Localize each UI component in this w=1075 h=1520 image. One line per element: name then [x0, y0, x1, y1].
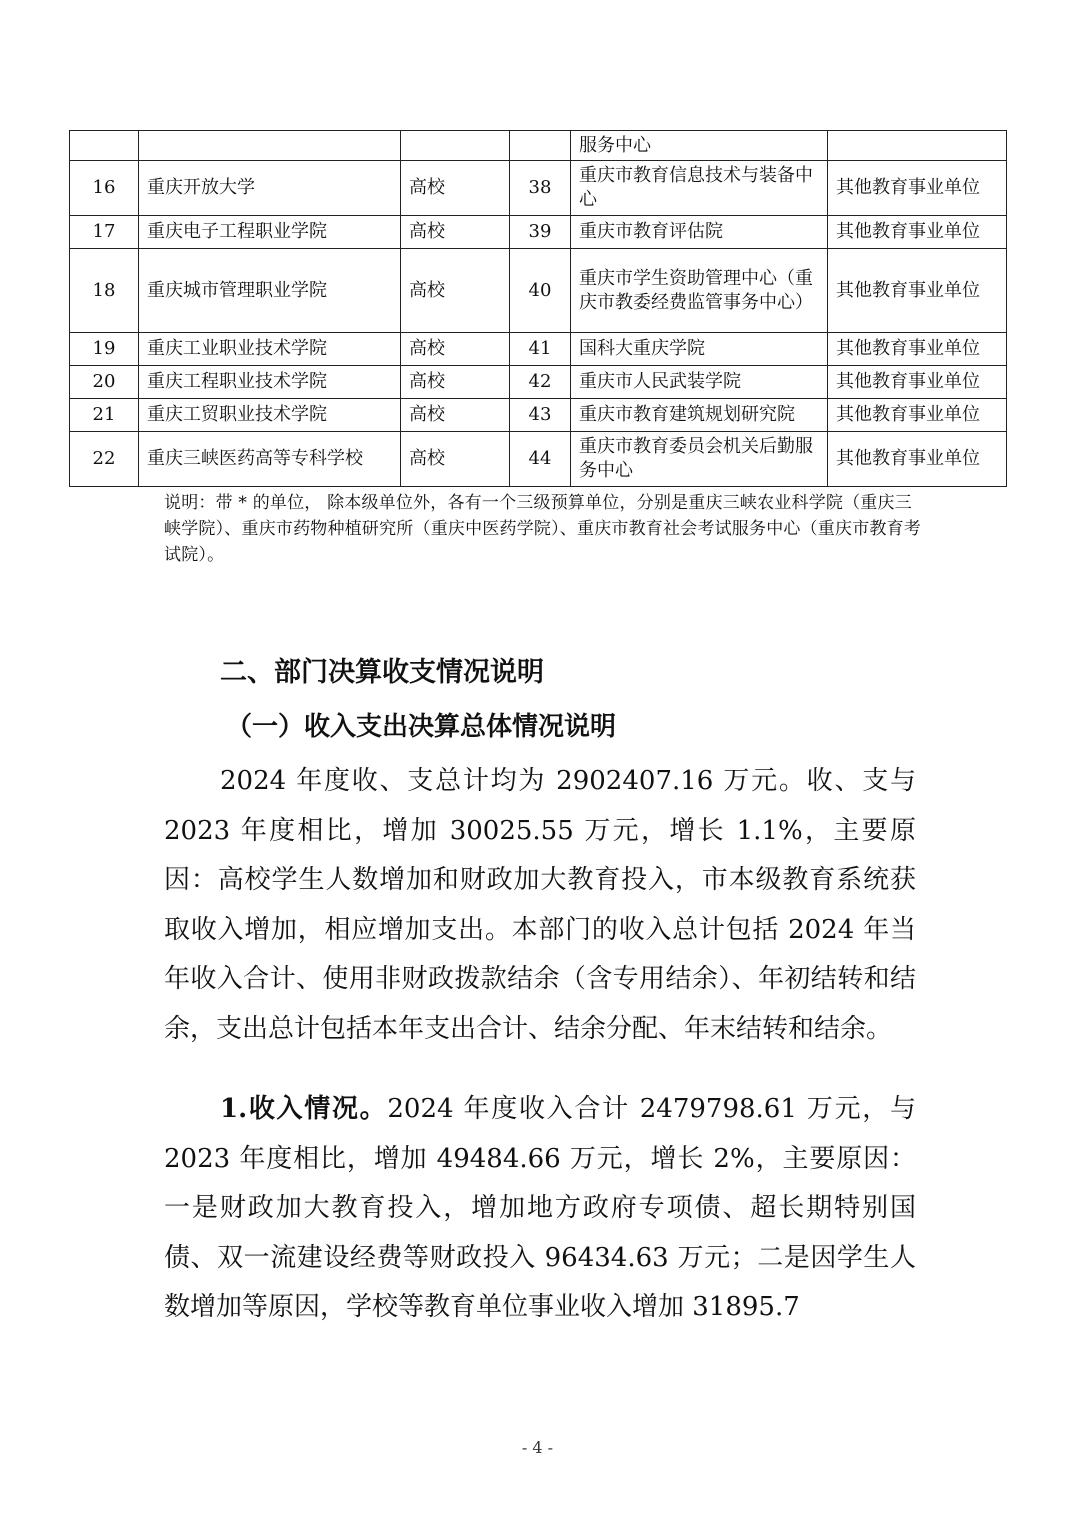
cell-number-left: 18 [70, 249, 139, 333]
cell-unit-name-left: 重庆城市管理职业学院 [139, 249, 401, 333]
cell-unit-name-right: 国科大重庆学院 [571, 333, 828, 366]
table-note: 说明：带 * 的单位， 除本级单位外，各有一个三级预算单位，分别是重庆三峡农业科学院（重庆三峡学院）、重庆市药物种植研究所（重庆中医药学院）、重庆市教育社会考试服务中心（重庆市教育考试院）。 [164, 493, 921, 565]
cell-unit-type-left: 高校 [401, 333, 510, 366]
cell-unit-name-left [139, 131, 401, 161]
cell-number-left: 19 [70, 333, 139, 366]
table-row [70, 131, 1007, 161]
cell-unit-type-right: 其他教育事业单位 [828, 333, 1007, 366]
table-row [70, 366, 1007, 399]
table-row [70, 432, 1007, 487]
cell-unit-type-left: 高校 [401, 399, 510, 432]
cell-unit-name-right: 重庆市学生资助管理中心（重庆市教委经费监管事务中心） [571, 249, 828, 333]
table-row [70, 161, 1007, 216]
cell-unit-name-right: 重庆市教育建筑规划研究院 [571, 399, 828, 432]
cell-unit-type-left: 高校 [401, 249, 510, 333]
table-row [70, 249, 1007, 333]
cell-unit-name-left: 重庆工程职业技术学院 [139, 366, 401, 399]
cell-unit-type-right: 其他教育事业单位 [828, 366, 1007, 399]
cell-number-left: 22 [70, 432, 139, 487]
paragraph-total-text: 2024 年度收、支总计均为 2902407.16 万元。收、支与 2023 年度相比，增加 30025.55 万元，增长 1.1%，主要原因：高校学生人数增加和财政加大教育投入，市本级教育系统获取收入增加，相应增加支出。本部门的收入总计包括 2024 年当年收入合计、使用非财政拨款结余（含专用结余）、年初结转和结余，支出总计包括本年支出合计、结余分配、年末结转和结余。 [164, 766, 916, 1044]
cell-unit-type-left: 高校 [401, 366, 510, 399]
cell-unit-name-left: 重庆三峡医药高等专科学校 [139, 432, 401, 487]
table-row [70, 216, 1007, 249]
cell-number-left: 20 [70, 366, 139, 399]
cell-number-right: 43 [510, 399, 571, 432]
cell-number-right [510, 131, 571, 161]
cell-unit-type-right: 其他教育事业单位 [828, 399, 1007, 432]
paragraph-total [164, 757, 916, 1054]
cell-unit-name-right: 服务中心 [571, 131, 828, 161]
page-number: - 4 - [521, 1438, 554, 1457]
cell-unit-type-left: 高校 [401, 161, 510, 216]
table-body [70, 131, 1007, 487]
units-table [69, 130, 1007, 487]
table-row [70, 399, 1007, 432]
cell-number-right: 41 [510, 333, 571, 366]
cell-number-left: 16 [70, 161, 139, 216]
cell-unit-name-right: 重庆市教育评估院 [571, 216, 828, 249]
cell-unit-name-right: 重庆市人民武装学院 [571, 366, 828, 399]
cell-number-right: 39 [510, 216, 571, 249]
cell-number-right: 40 [510, 249, 571, 333]
cell-number-left: 21 [70, 399, 139, 432]
cell-unit-type-left: 高校 [401, 432, 510, 487]
cell-unit-type-right: 其他教育事业单位 [828, 432, 1007, 487]
table-row [70, 333, 1007, 366]
cell-unit-name-left: 重庆工业职业技术学院 [139, 333, 401, 366]
section-heading: 二、部门决算收支情况说明 [220, 657, 544, 688]
cell-unit-type-left [401, 131, 510, 161]
cell-number-right: 44 [510, 432, 571, 487]
cell-unit-name-right: 重庆市教育委员会机关后勤服务中心 [571, 432, 828, 487]
cell-unit-type-right: 其他教育事业单位 [828, 216, 1007, 249]
cell-number-right: 42 [510, 366, 571, 399]
cell-unit-name-right: 重庆市教育信息技术与装备中心 [571, 161, 828, 216]
cell-unit-type-left: 高校 [401, 216, 510, 249]
cell-unit-type-right: 其他教育事业单位 [828, 161, 1007, 216]
cell-number-left: 17 [70, 216, 139, 249]
cell-unit-name-left: 重庆工贸职业技术学院 [139, 399, 401, 432]
cell-unit-name-left: 重庆电子工程职业学院 [139, 216, 401, 249]
cell-unit-type-right [828, 131, 1007, 161]
paragraph-income-text: 2024 年度收入合计 2479798.61 万元，与 2023 年度相比，增加 49484.66 万元，增长 2%，主要原因：一是财政加大教育投入，增加地方政府专项债、超长期特别国债、双一流建设经费等财政投入 96434.63 万元；二是因学生人数增加等原因，学校等教育单位事业收入增加 31895.7 [164, 1094, 916, 1322]
paragraph-income-lead: 1.收入情况。 [220, 1094, 388, 1124]
cell-unit-type-right: 其他教育事业单位 [828, 249, 1007, 333]
paragraph-income [164, 1085, 916, 1333]
cell-unit-name-left: 重庆开放大学 [139, 161, 401, 216]
cell-number-right: 38 [510, 161, 571, 216]
subsection-heading: （一）收入支出决算总体情况说明 [226, 712, 617, 742]
cell-number-left [70, 131, 139, 161]
